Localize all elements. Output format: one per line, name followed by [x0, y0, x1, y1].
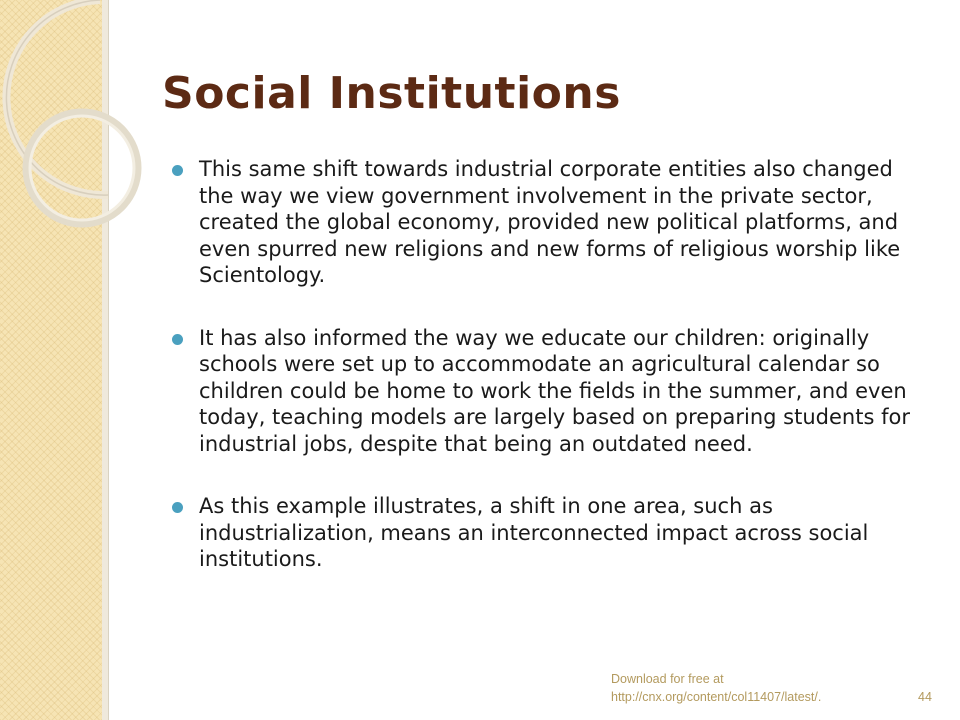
inner-ring [26, 112, 138, 224]
bullet-text: As this example illustrates, a shift in one area, such as industrialization, means an interconnected impact across social institutions. [199, 494, 869, 571]
footer-download-text: Download for free at [611, 672, 724, 686]
bullet-text: This same shift towards industrial corporate entities also changed the way we view government involvement in the private sector, created the global economy, provided new political platforms, and even spurred new religions and new forms of religious worship like Scientology. [199, 157, 901, 287]
bullet-item [168, 325, 928, 458]
bullet-item [168, 156, 928, 289]
footer-source [611, 670, 901, 706]
bullet-dot-icon [172, 165, 183, 176]
bullet-dot-icon [172, 334, 183, 345]
outer-ring-arc [6, 0, 108, 195]
bullet-list [168, 156, 928, 609]
bullet-item [168, 493, 928, 573]
bullet-text: It has also informed the way we educate our children: originally schools were set up to accommodate an agricultural calendar so children could be home to work the fields in the summer, and even today, teaching models are largely based on preparing students for industrial jobs, despite that being an outdated need. [199, 325, 910, 456]
footer-source-link[interactable]: http://cnx.org/content/col11407/latest/. [611, 690, 822, 704]
bullet-dot-icon [172, 502, 183, 513]
page-number: 44 [918, 690, 932, 704]
slide-title: Social Institutions [162, 68, 621, 119]
